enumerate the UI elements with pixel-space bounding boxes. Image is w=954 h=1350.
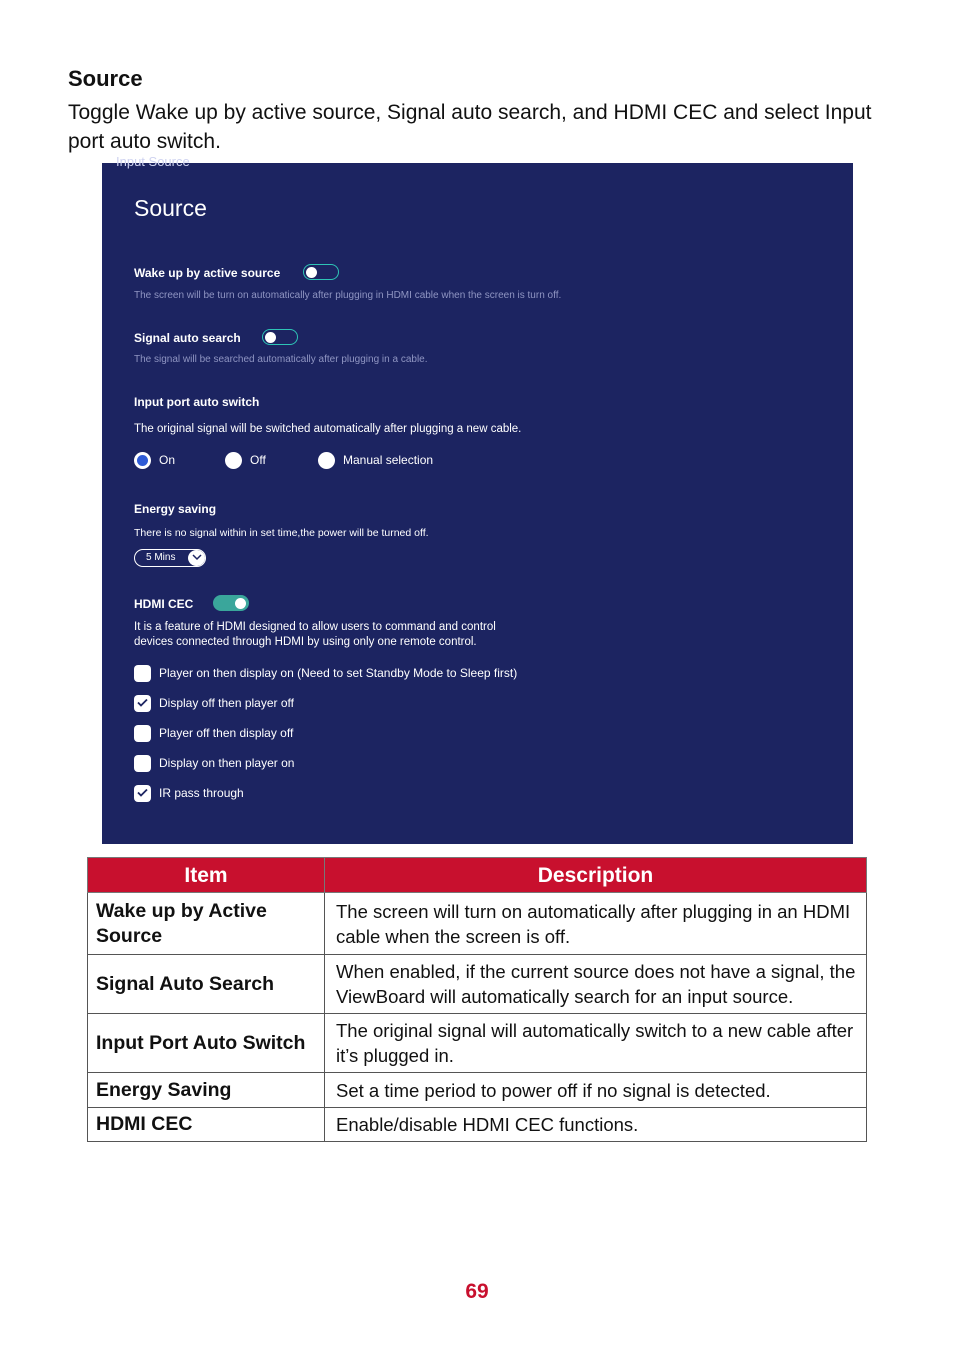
checkmark-icon xyxy=(137,698,148,707)
page-number: 69 xyxy=(465,1280,489,1303)
toggle-knob xyxy=(265,332,276,343)
input-port-desc: The original signal will be switched automatically after plugging a new cable. xyxy=(134,423,522,435)
radio-manual-label: Manual selection xyxy=(343,453,434,467)
toggle-knob xyxy=(306,267,317,278)
table-row xyxy=(88,955,867,1014)
table-row xyxy=(88,1108,867,1142)
energy-saving-dropdown[interactable] xyxy=(134,549,206,567)
clipped-breadcrumb: Input Source xyxy=(116,154,190,169)
chevron-down-icon xyxy=(188,550,205,566)
table-header-row xyxy=(88,858,867,893)
desc-cell: The screen will turn on automatically after plugging in an HDMI cable when the screen is off. xyxy=(325,893,867,955)
header-item: Item xyxy=(88,858,325,893)
table-row xyxy=(88,1014,867,1073)
radio-off-label: Off xyxy=(250,453,266,467)
wake-up-desc: The screen will be turn on automatically after plugging in HDMI cable when the screen is turn off. xyxy=(134,290,562,301)
desc-cell: When enabled, if the current source does not have a signal, the ViewBoard will automatically search for an input source. xyxy=(325,955,867,1014)
input-port-label: Input port auto switch xyxy=(134,395,260,409)
checkbox-player-off-display-off[interactable] xyxy=(134,725,151,742)
radio-on[interactable] xyxy=(134,452,151,469)
wake-up-label: Wake up by active source xyxy=(134,266,281,280)
hdmi-cec-desc-line2: devices connected through HDMI by using only one remote control. xyxy=(134,636,477,648)
hdmi-cec-desc-line1: It is a feature of HDMI designed to allow users to command and control xyxy=(134,621,496,633)
checkmark-icon xyxy=(137,788,148,797)
item-cell: HDMI CEC xyxy=(88,1108,325,1142)
checkbox-label: Player off then display off xyxy=(159,726,294,740)
hdmi-cec-toggle[interactable] xyxy=(213,595,249,611)
table-row xyxy=(88,893,867,955)
panel-title: Source xyxy=(134,195,207,221)
desc-cell: The original signal will automatically switch to a new cable after it’s plugged in. xyxy=(325,1014,867,1073)
checkbox-label: IR pass through xyxy=(159,786,244,800)
header-description: Description xyxy=(325,858,867,893)
signal-search-label: Signal auto search xyxy=(134,331,241,345)
signal-search-desc: The signal will be searched automatically after plugging in a cable. xyxy=(134,354,428,365)
radio-manual[interactable] xyxy=(318,452,335,469)
signal-search-toggle[interactable] xyxy=(262,329,298,345)
description-table xyxy=(87,857,867,1142)
energy-saving-desc: There is no signal within in set time,the power will be turned off. xyxy=(134,527,429,539)
checkbox-player-on-display-on[interactable] xyxy=(134,665,151,682)
radio-on-label: On xyxy=(159,453,176,467)
toggle-knob xyxy=(235,598,246,609)
item-cell: Signal Auto Search xyxy=(88,955,325,1014)
hdmi-cec-label: HDMI CEC xyxy=(134,597,194,611)
table-row xyxy=(88,1073,867,1108)
wake-up-toggle[interactable] xyxy=(303,264,339,280)
item-cell: Wake up by Active Source xyxy=(88,893,325,955)
checkbox-display-off-player-off[interactable] xyxy=(134,695,151,712)
item-cell: Energy Saving xyxy=(88,1073,325,1108)
checkbox-display-on-player-on[interactable] xyxy=(134,755,151,772)
energy-saving-label: Energy saving xyxy=(134,502,217,516)
checkbox-label: Display off then player off xyxy=(159,696,294,710)
checkbox-label: Player on then display on (Need to set Standby Mode to Sleep first) xyxy=(159,666,518,680)
radio-off[interactable] xyxy=(225,452,242,469)
intro-text: Toggle Wake up by active source, Signal auto search, and HDMI CEC and select Input port auto switch. xyxy=(68,101,872,153)
desc-cell: Enable/disable HDMI CEC functions. xyxy=(325,1108,867,1142)
checkbox-label: Display on then player on xyxy=(159,756,295,770)
item-cell: Input Port Auto Switch xyxy=(88,1014,325,1073)
desc-cell: Set a time period to power off if no signal is detected. xyxy=(325,1073,867,1108)
energy-saving-value: 5 Mins xyxy=(146,552,176,563)
checkbox-ir-pass-through[interactable] xyxy=(134,785,151,802)
source-settings-screenshot xyxy=(102,154,853,844)
section-heading: Source xyxy=(68,66,143,91)
